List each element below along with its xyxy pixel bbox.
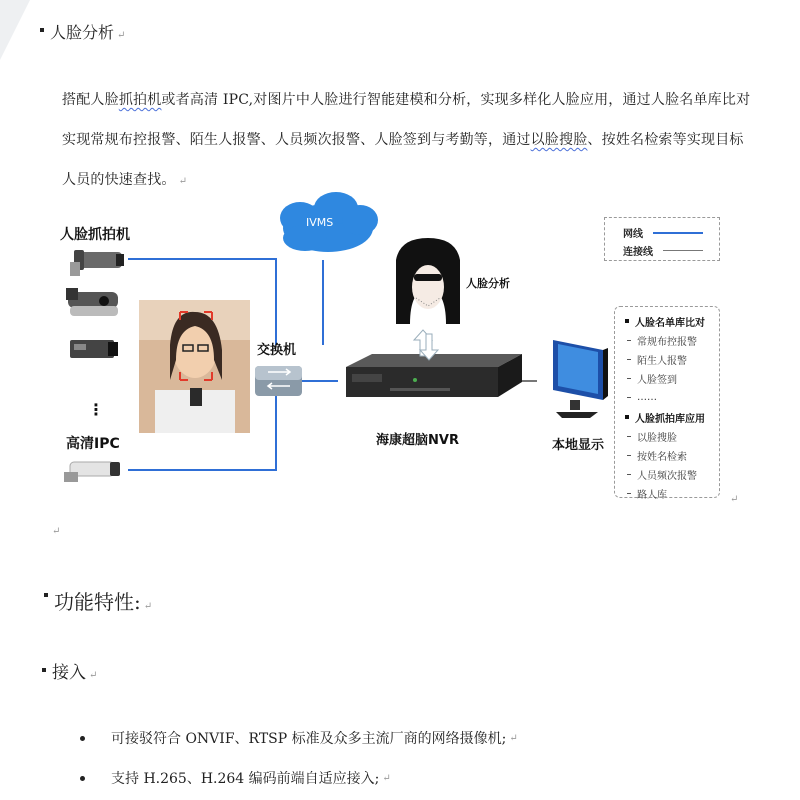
feature-item: …… (627, 388, 719, 407)
paragraph-mark: ↵ (52, 526, 61, 537)
feature-item: 陌生人报警 (627, 350, 719, 369)
hd-ipc-camera-icon (64, 462, 120, 482)
feature-item: 路人库 (627, 484, 719, 503)
ellipsis-vertical-icon: ⋮ (88, 400, 104, 419)
legend-network (623, 225, 703, 240)
heading-bullet-square (42, 668, 46, 672)
heading-bullet-square (44, 593, 48, 597)
paragraph-mark: ↵ (730, 494, 739, 505)
bullet-dot (80, 776, 85, 781)
dome-camera-icon (66, 288, 118, 316)
section-title: 人脸分析 (50, 23, 115, 42)
paragraph-text-4: 以脸搜脸 (530, 132, 588, 148)
feature-item: 以脸搜脸 (627, 427, 719, 446)
list-item-text: 可接驳符合 ONVIF、RTSP 标准及众多主流厂商的网络摄像机; (111, 731, 507, 747)
paragraph-mark: ↵ (382, 772, 391, 784)
feature-item: 人脸签到 (627, 369, 719, 388)
legend (604, 217, 720, 261)
local-display-label: 本地显示 (552, 438, 605, 453)
face-analysis-label: 人脸分析 (466, 277, 510, 290)
hd-ipc-label: 高清IPC (66, 436, 120, 452)
switch-label: 交换机 (257, 343, 297, 358)
feature-item: 常规布控报警 (627, 331, 719, 350)
paragraph-mark: ↵ (89, 670, 98, 681)
paragraph-text-3: 或者高清 IPC,对图片中人脸进行智能建模和分析，实现多样化人脸应用，通过人脸名单库比对实现常规布控报警、陌生人报警、人员频次报警、人脸签到与考勤等，通过 (62, 92, 751, 148)
paragraph-mark: ↵ (509, 732, 518, 744)
legend-connection (623, 243, 703, 258)
list-item (80, 758, 518, 798)
paragraph-mark: ↵ (117, 30, 126, 41)
features-heading (44, 586, 152, 615)
nvr-label: 海康超脑NVR (376, 433, 459, 448)
feature-item: 按姓名检索 (627, 446, 719, 465)
legend-network-label: 网线 (623, 229, 643, 240)
access-heading-text: 接入 (52, 663, 86, 683)
cloud-label: IVMS (306, 216, 334, 229)
box-camera-icon (70, 340, 118, 358)
access-heading (42, 658, 97, 683)
legend-connection-label: 连接线 (623, 247, 653, 258)
switch-icon (255, 366, 302, 396)
feature-item: 人员频次报警 (627, 465, 719, 484)
paragraph-text-5: 、按姓名检索等实现目标人员的快速查找。 (62, 132, 744, 188)
legend-network-swatch (653, 232, 703, 234)
feature-group-2-title: 人脸抓拍库应用 (625, 407, 719, 427)
features-heading-text: 功能特性: (54, 590, 141, 614)
nvr-device-icon (346, 354, 522, 397)
bullet-camera-icon (70, 250, 124, 276)
list-item (80, 718, 518, 758)
feature-group-1-title: 人脸名单库比对 (625, 311, 719, 331)
cameras-label: 人脸抓拍机 (60, 227, 130, 243)
access-bullet-list (80, 718, 518, 798)
legend-connection-swatch (663, 250, 703, 251)
list-item-text: 支持 H.265、H.264 编码前端自适应接入; (111, 771, 380, 787)
paragraph-text-2: 抓拍机 (118, 92, 162, 108)
bullet-dot (80, 736, 85, 741)
features-box (614, 306, 720, 501)
paragraph-mark: ↵ (143, 601, 153, 612)
face-snapshot-image (139, 300, 250, 433)
local-display-monitor-icon (553, 340, 608, 418)
paragraph-mark: ↵ (178, 176, 188, 187)
paragraph-text-1: 搭配人脸 (62, 92, 119, 108)
face-analysis-image (396, 238, 460, 324)
